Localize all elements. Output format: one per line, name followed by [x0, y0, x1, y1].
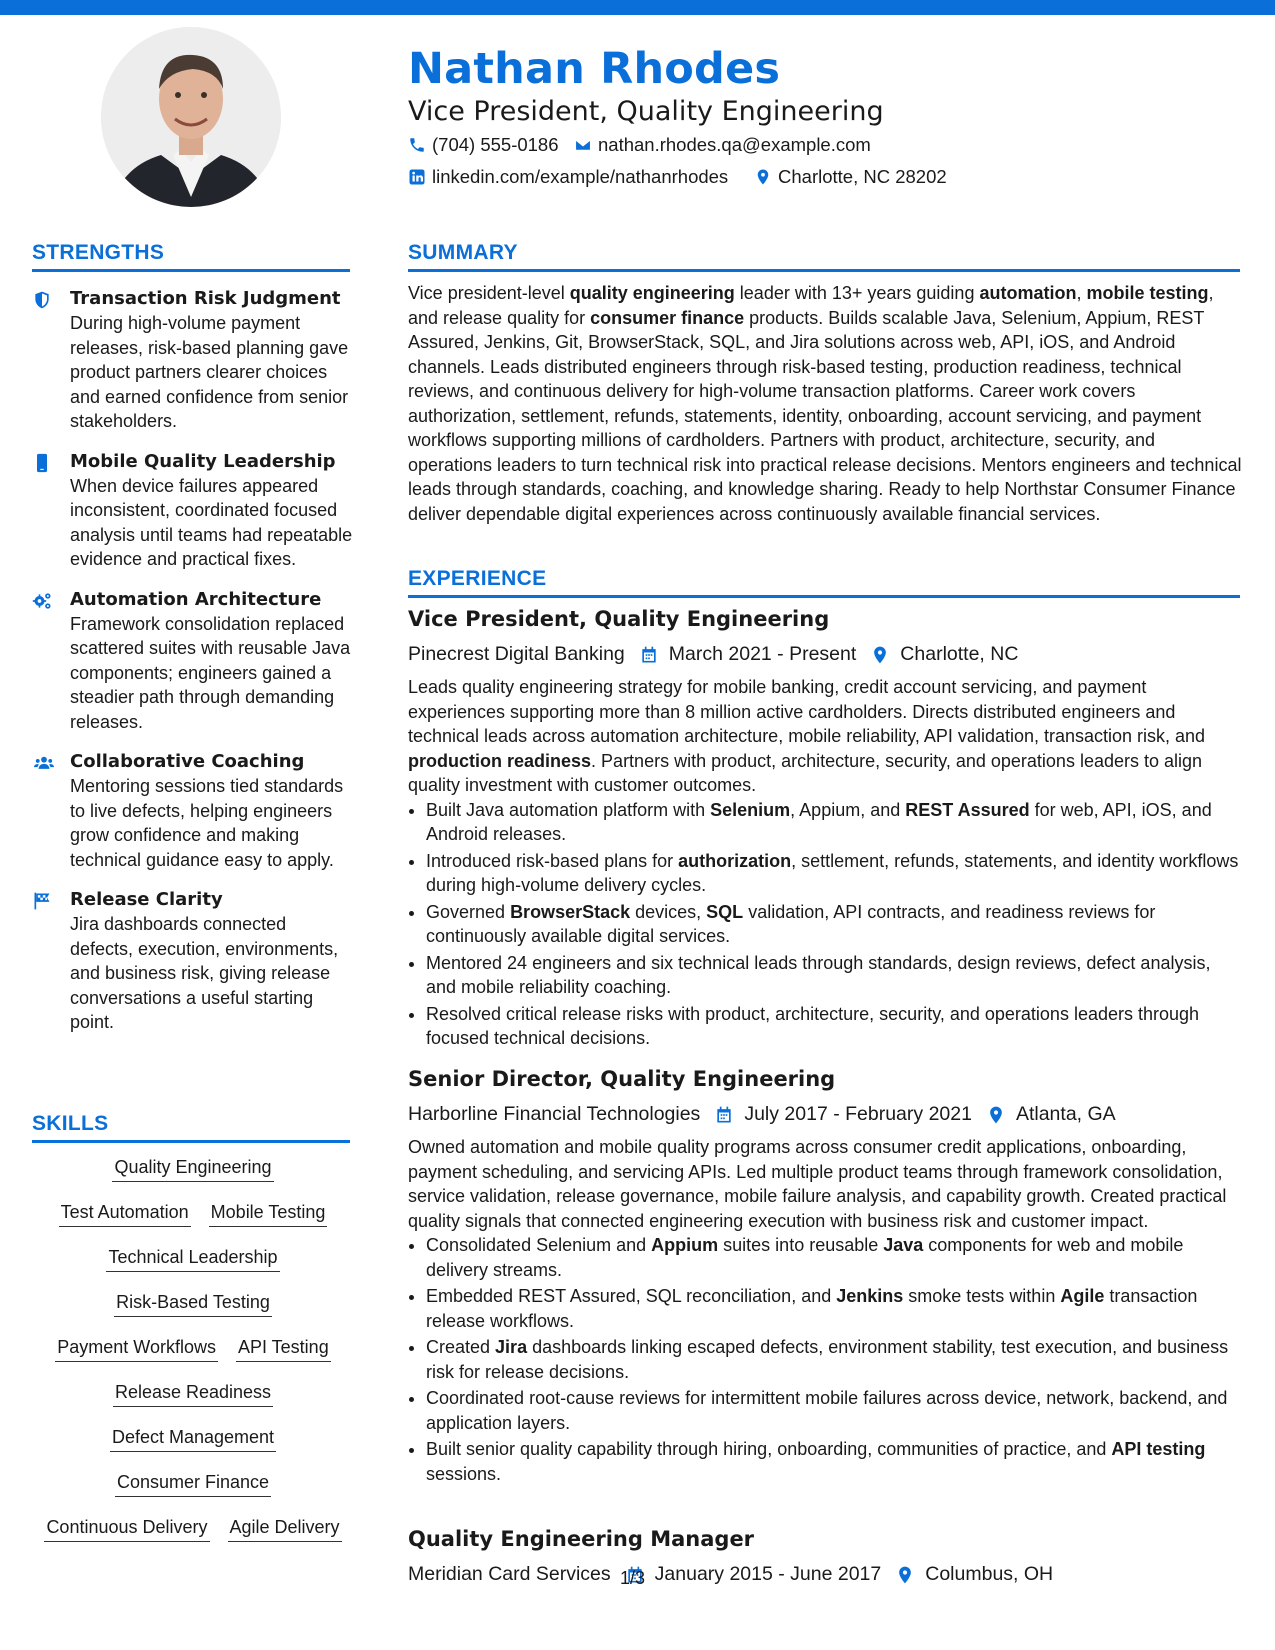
bold-text: mobile testing	[1086, 283, 1209, 303]
calendar-icon	[714, 1105, 734, 1125]
experience-heading: EXPERIENCE	[408, 567, 1240, 598]
text-run: , settlement, refunds, statements, and identity workflows during high-volume delivery cycles.	[426, 850, 1239, 895]
strength-item	[32, 450, 354, 572]
map-pin-icon	[986, 1105, 1006, 1125]
job-title: Vice President, Quality Engineering	[408, 607, 830, 631]
bold-text: Jenkins	[836, 1286, 904, 1306]
job-meta	[408, 1098, 1243, 1131]
skill-tag: Defect Management	[110, 1425, 276, 1452]
strength-title: Collaborative Coaching	[70, 751, 305, 772]
bullet-item	[426, 798, 1243, 847]
map-pin-icon	[895, 1565, 915, 1585]
text-run: suites into reusable	[718, 1235, 884, 1255]
page-number: 1/3	[620, 1568, 646, 1588]
job-bullets	[408, 1233, 1243, 1486]
text-run: for web, API, iOS, and Android releases.	[426, 799, 1212, 844]
text-run: smoke tests within	[903, 1286, 1061, 1306]
skill-tag: Agile Delivery	[228, 1515, 342, 1542]
phone-text: (704) 555-0186	[432, 134, 559, 155]
bullet-item	[426, 900, 1243, 949]
text-run: Resolved critical release risks with product, architecture, security, and operations leaders through focused technical decisions.	[426, 1003, 1200, 1048]
strengths-heading: STRENGTHS	[32, 241, 350, 272]
bold-text: automation	[979, 283, 1077, 303]
strength-item	[32, 588, 354, 735]
text-run: sessions.	[426, 1463, 502, 1484]
bold-text: Appium	[651, 1235, 719, 1255]
map-pin-icon	[754, 168, 772, 186]
bold-text: Selenium	[710, 799, 791, 820]
text-run: Introduced risk-based plans for	[426, 850, 679, 871]
phone-icon	[408, 136, 426, 154]
text-run: Built Java automation platform with	[426, 799, 711, 820]
job-company: Pinecrest Digital Banking	[408, 643, 625, 665]
strengths-list	[32, 287, 354, 1051]
skill-tag: Release Readiness	[113, 1380, 273, 1407]
strength-title: Mobile Quality Leadership	[70, 450, 336, 472]
text-run: , Appium, and	[790, 799, 906, 820]
skill-tag: Payment Workflows	[55, 1335, 218, 1362]
text-run: Mentored 24 engineers and six technical leads through standards, design reviews, defect analysis, and mobile reliability coaching.	[426, 952, 1211, 997]
strength-text: During high-volume payment releases, risk-based planning gave product partners clearer choices and earned confidence from senior stakeholders.	[70, 313, 349, 431]
bullet-item	[426, 1233, 1243, 1282]
phone-contact	[408, 134, 559, 156]
text-run: components for web and mobile delivery streams.	[426, 1235, 1184, 1280]
skills-list	[32, 1155, 354, 1560]
job-description	[408, 1135, 1243, 1233]
shield-icon	[32, 290, 52, 310]
text-run: products. Builds scalable Java, Selenium, Appium, REST Assured, Jenkins, Git, BrowserStack, SQL, and Jira solutions across web, API, iOS, and Android channels. Leads distributed engineers through risk-based testing, production readiness, technical reviews, and continuous delivery for high-volume transaction platforms. Career work covers authorization, settlement, refunds, statements, identity, onboarding, account servicing, and payment workflows supporting millions of cardholders. Partners with product, architecture, security, and operations leaders to turn technical risk into practical release decisions. Mentors engineers and technical leads through standards, coaching, and knowledge sharing. Ready to help Northstar Consumer Finance deliver dependable digital experiences across continuously available financial services.	[408, 307, 1242, 524]
text-run: , and release quality for	[408, 283, 1214, 328]
text-run: transaction release workflows.	[426, 1286, 1198, 1331]
skill-tag: Risk-Based Testing	[114, 1290, 272, 1317]
strength-text: When device failures appeared inconsistent, coordinated focused analysis until teams had repeatable evidence and practical fixes.	[70, 475, 353, 569]
job-bullets	[408, 798, 1243, 1051]
gears-icon	[32, 591, 52, 611]
bullet-item	[426, 951, 1243, 1000]
job-location: Charlotte, NC	[900, 643, 1019, 665]
text-run: Owned automation and mobile quality programs across consumer credit applications, onboarding, payment scheduling, and servicing APIs. Led multiple product teams through framework consolidation, service validation, release governance, mobile failure analysis, and capability growth. Created practical quality signals that connected engineering execution with business risk and customer impact.	[408, 1137, 1227, 1231]
job-location: Columbus, OH	[925, 1563, 1054, 1585]
calendar-icon	[639, 645, 659, 665]
bold-text: Jira	[495, 1337, 528, 1357]
linkedin-text[interactable]: linkedin.com/example/nathanrhodes	[432, 166, 729, 187]
top-accent-bar	[0, 0, 1275, 15]
email-contact[interactable]	[574, 134, 871, 156]
bold-text: Agile	[1060, 1286, 1105, 1306]
candidate-name: Nathan Rhodes	[408, 44, 781, 94]
skill-tag: Technical Leadership	[106, 1245, 279, 1272]
bullet-item	[426, 1386, 1243, 1435]
email-text[interactable]: nathan.rhodes.qa@example.com	[598, 134, 871, 155]
map-pin-icon	[870, 645, 890, 665]
job-entry	[408, 1067, 1243, 1488]
summary-text	[408, 281, 1243, 526]
job-title: Senior Director, Quality Engineering	[408, 1067, 836, 1091]
strength-title: Release Clarity	[70, 889, 223, 910]
skill-tag: Mobile Testing	[209, 1200, 328, 1227]
bold-text: SQL	[706, 901, 744, 922]
mobile-icon	[32, 453, 52, 473]
job-meta	[408, 638, 1243, 671]
text-run: Created	[426, 1337, 496, 1357]
bullet-item	[426, 1284, 1243, 1333]
bold-text: Java	[883, 1235, 924, 1255]
bullet-item	[426, 1002, 1243, 1051]
job-dates: July 2017 - February 2021	[744, 1103, 972, 1125]
job-dates: March 2021 - Present	[668, 643, 857, 665]
job-location: Atlanta, GA	[1015, 1103, 1116, 1125]
bold-text: consumer finance	[590, 307, 745, 328]
text-run: . Partners with product, architecture, security, and operations leaders to align quality investment with customer outcomes.	[408, 750, 1203, 795]
users-icon	[32, 753, 56, 773]
text-run: Coordinated root-cause reviews for intermittent mobile failures across device, network, backend, and application layers.	[426, 1388, 1228, 1433]
text-run: Built senior quality capability through hiring, onboarding, communities of practice, and	[426, 1439, 1112, 1459]
job-title: Quality Engineering Manager	[408, 1527, 755, 1551]
bold-text: production readiness	[408, 750, 592, 771]
bullet-item	[426, 1335, 1243, 1384]
strength-text: Mentoring sessions tied standards to live defects, helping engineers grow confidence and making technical guidance easy to apply.	[70, 776, 344, 870]
bullet-item	[426, 849, 1243, 898]
text-run: dashboards linking escaped defects, environment stability, test execution, and business risk for release decisions.	[426, 1337, 1229, 1382]
text-run: Embedded REST Assured, SQL reconciliation, and	[426, 1286, 837, 1306]
profile-photo	[101, 27, 281, 207]
text-run: leader with 13+ years guiding	[734, 283, 980, 303]
strength-title: Automation Architecture	[70, 588, 322, 610]
strength-title: Transaction Risk Judgment	[70, 288, 341, 309]
job-dates: January 2015 - June 2017	[654, 1563, 882, 1585]
text-run: devices,	[630, 901, 707, 922]
summary-heading: SUMMARY	[408, 241, 1240, 272]
job-company: Harborline Financial Technologies	[408, 1103, 701, 1125]
job-company: Meridian Card Services	[408, 1563, 611, 1585]
text-run: Governed	[426, 901, 511, 922]
strength-text: Jira dashboards connected defects, execution, environments, and business risk, giving release conversations a useful starting point.	[70, 914, 339, 1032]
bold-text: REST Assured	[905, 799, 1030, 820]
text-run: ,	[1076, 283, 1087, 303]
linkedin-icon	[408, 168, 426, 186]
strength-item	[32, 750, 354, 872]
job-meta	[408, 1558, 1243, 1591]
bold-text: quality engineering	[569, 283, 735, 303]
bold-text: API testing	[1111, 1439, 1206, 1459]
job-entry	[408, 1527, 1243, 1591]
text-run: validation, API contracts, and readiness reviews for continuously available digital services.	[426, 901, 1156, 946]
bullet-item	[426, 1437, 1243, 1486]
skill-tag: Consumer Finance	[115, 1470, 271, 1497]
skills-heading: SKILLS	[32, 1112, 350, 1143]
candidate-title: Vice President, Quality Engineering	[408, 96, 884, 127]
bold-text: authorization	[678, 850, 792, 871]
strength-item	[32, 287, 354, 434]
location-text: Charlotte, NC 28202	[778, 166, 947, 187]
text-run: Leads quality engineering strategy for mobile banking, credit account servicing, and payment experiences supporting more than 8 million active cardholders. Directs distributed engineers and technical leads across automation architecture, mobile reliability, API validation, transaction risk, and	[408, 677, 1206, 746]
strength-item	[32, 888, 354, 1035]
text-run: Consolidated Selenium and	[426, 1235, 652, 1255]
linkedin-contact[interactable]	[408, 166, 728, 188]
envelope-icon	[574, 136, 592, 154]
skill-tag: Test Automation	[59, 1200, 191, 1227]
job-description	[408, 675, 1243, 798]
text-run: Vice president-level	[408, 283, 570, 303]
strength-text: Framework consolidation replaced scattered suites with reusable Java components; engineers gained a steadier path through demanding releases.	[70, 613, 351, 732]
skill-tag: API Testing	[236, 1335, 331, 1362]
skill-tag: Continuous Delivery	[44, 1515, 209, 1542]
bold-text: BrowserStack	[510, 901, 631, 922]
skill-tag: Quality Engineering	[112, 1155, 273, 1182]
location-contact	[754, 166, 947, 188]
flag-icon	[32, 891, 52, 911]
job-entry	[408, 607, 1243, 1053]
